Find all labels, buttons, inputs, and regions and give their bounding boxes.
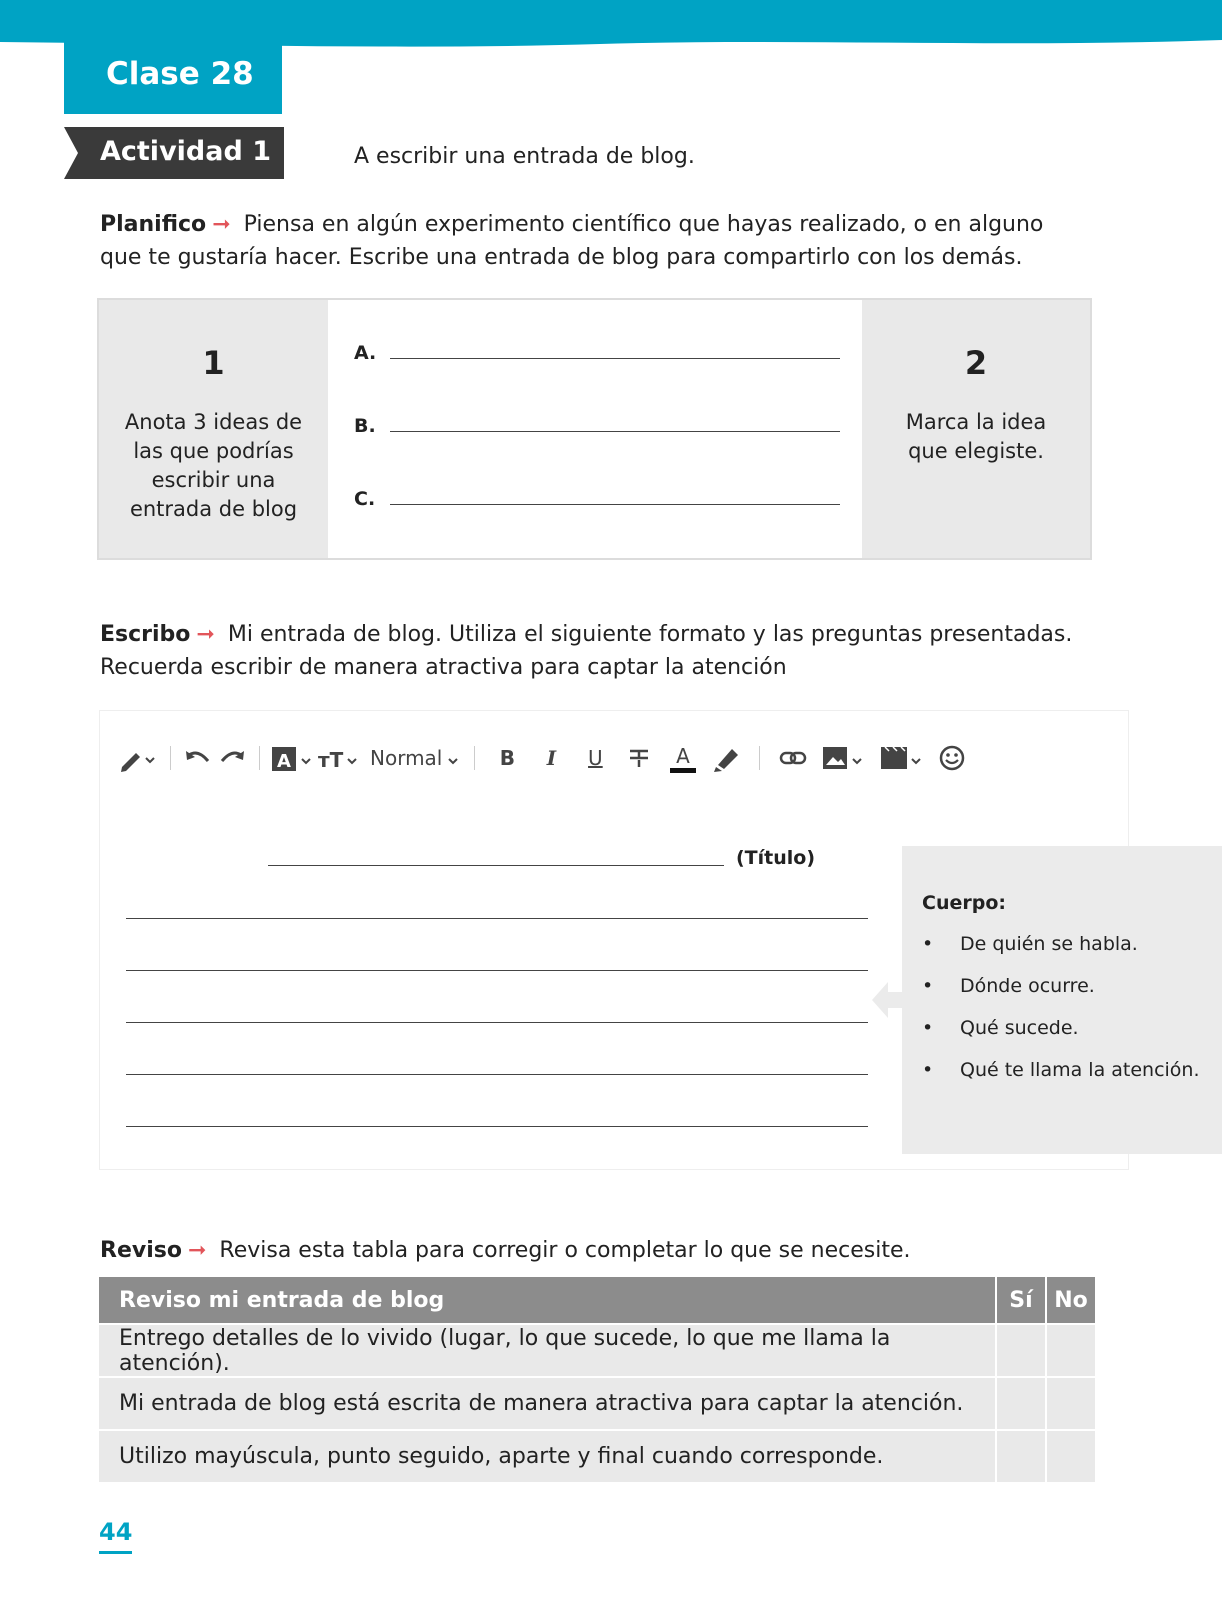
column-si: Sí [996, 1277, 1046, 1324]
svg-text:A: A [676, 744, 691, 768]
check-no-cell[interactable] [1046, 1430, 1095, 1482]
planifico-label: Planifico [100, 212, 207, 237]
step-number-1: 1 [202, 344, 225, 382]
ideas-instruction: Anota 3 ideas de las que podrías escribir una entrada de blog [124, 410, 303, 521]
clase-tab [64, 40, 282, 114]
ideas-box-lines [328, 300, 862, 558]
strikethrough-icon[interactable] [617, 740, 661, 776]
check-si-cell[interactable] [996, 1430, 1046, 1482]
paragraph-style-select[interactable]: Normal [370, 740, 464, 776]
escribo-paragraph [100, 618, 1210, 684]
font-color-box-icon[interactable] [270, 740, 316, 776]
title-label: (Título) [736, 847, 816, 869]
table-header-row [99, 1277, 1095, 1324]
svg-text:A: A [277, 751, 291, 772]
emoji-icon[interactable] [932, 740, 972, 776]
idea-line-c[interactable]: C. [354, 488, 375, 510]
arrow-icon: ➞ [196, 622, 215, 647]
reviso-paragraph [100, 1234, 1100, 1267]
highlighter-icon[interactable] [705, 740, 749, 776]
body-write-line[interactable] [126, 1022, 868, 1023]
svg-text:тT: тT [318, 748, 344, 772]
body-write-line[interactable] [126, 918, 868, 919]
clase-label: Clase 28 [106, 56, 254, 92]
left-arrow-icon [872, 980, 904, 1020]
body-write-line[interactable] [126, 970, 868, 971]
arrow-icon: ➞ [187, 1238, 207, 1263]
planifico-line1: Piensa en algún experimento científico que hayas realizado, o en alguno [243, 212, 1044, 237]
underline-icon[interactable]: U [588, 746, 603, 770]
text-color-icon[interactable] [661, 740, 705, 776]
redo-icon[interactable] [215, 740, 249, 776]
italic-icon[interactable]: I [546, 746, 557, 770]
pen-icon[interactable] [118, 740, 160, 776]
editor-toolbar [118, 738, 972, 778]
criterion-text: Entrego detalles de lo vivido (lugar, lo que sucede, lo que me llama la atención). [99, 1324, 996, 1377]
escribo-line2: Recuerda escribir de manera atractiva para captar la atención [100, 655, 787, 680]
page-number: 44 [99, 1518, 133, 1546]
reviso-text: Revisa esta tabla para corregir o completar lo que se necesite. [219, 1238, 911, 1263]
check-no-cell[interactable] [1046, 1324, 1095, 1377]
ideas-box-left [99, 300, 328, 558]
table-row [99, 1377, 1095, 1430]
arrow-icon: ➞ [212, 212, 231, 237]
table-header-title: Reviso mi entrada de blog [99, 1277, 996, 1324]
review-table [99, 1277, 1095, 1482]
actividad-label: Actividad 1 [100, 136, 271, 167]
reviso-label: Reviso [100, 1238, 182, 1263]
table-row [99, 1324, 1095, 1377]
check-no-cell[interactable] [1046, 1377, 1095, 1430]
body-write-line[interactable] [126, 1126, 868, 1127]
font-size-icon[interactable] [316, 740, 362, 776]
criterion-text: Utilizo mayúscula, punto seguido, aparte y final cuando corresponde. [99, 1430, 996, 1482]
mark-instruction: Marca la idea que elegiste. [905, 410, 1047, 463]
cuerpo-title: Cuerpo: [922, 892, 1006, 914]
image-icon[interactable] [816, 740, 872, 776]
planifico-line2: que te gustaría hacer. Escribe una entrada de blog para compartirlo con los demás. [100, 245, 1023, 270]
page-number-underline [99, 1551, 132, 1554]
undo-icon[interactable] [181, 740, 215, 776]
check-si-cell[interactable] [996, 1324, 1046, 1377]
bold-icon[interactable]: B [499, 746, 515, 770]
step-number-2: 2 [964, 344, 988, 382]
escribo-label: Escribo [100, 622, 191, 647]
link-icon[interactable] [770, 740, 816, 776]
planifico-paragraph [100, 208, 1100, 274]
idea-line-b[interactable]: B. [354, 415, 376, 437]
escribo-line1: Mi entrada de blog. Utiliza el siguiente formato y las preguntas presentadas. [227, 622, 1073, 647]
check-si-cell[interactable] [996, 1377, 1046, 1430]
ideas-box-right [862, 300, 1090, 558]
body-write-line[interactable] [126, 1074, 868, 1075]
actividad-description: A escribir una entrada de blog. [354, 144, 695, 169]
video-icon[interactable] [872, 740, 932, 776]
column-no: No [1046, 1277, 1095, 1324]
table-row [99, 1430, 1095, 1482]
title-write-line[interactable] [268, 865, 724, 866]
criterion-text: Mi entrada de blog está escrita de manera atractiva para captar la atención. [99, 1377, 996, 1430]
idea-line-a[interactable]: A. [354, 342, 376, 364]
